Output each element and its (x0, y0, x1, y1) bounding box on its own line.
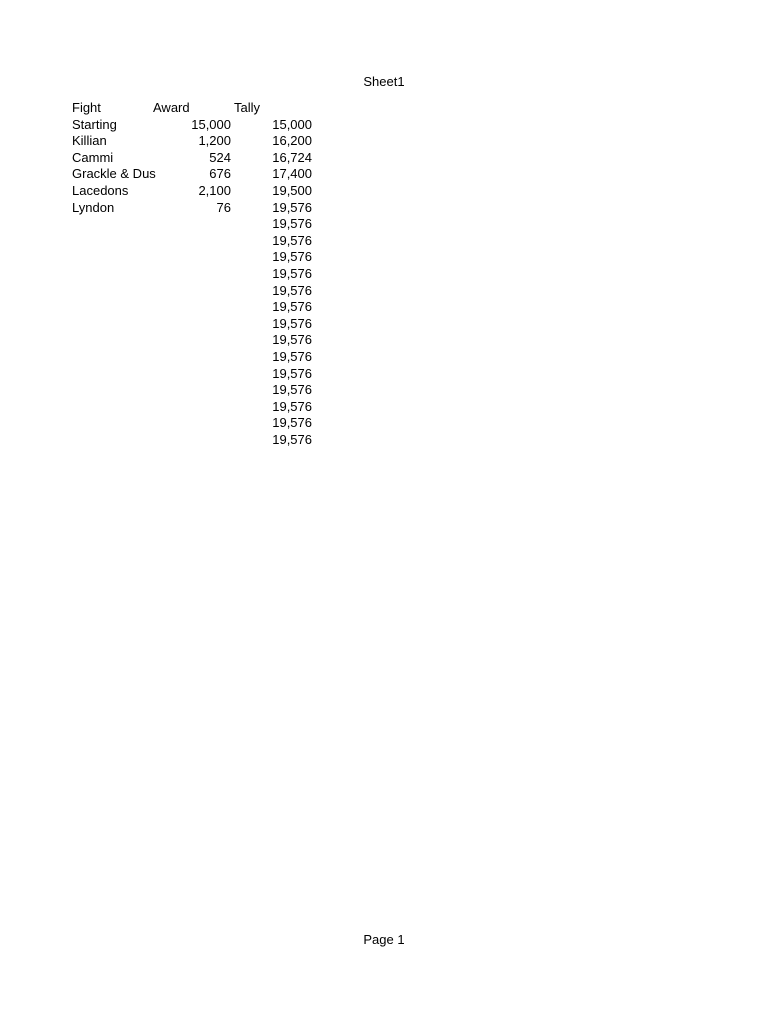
table-body (72, 117, 332, 449)
tally-cell: 19,576 (272, 299, 312, 315)
fight-cell: Grackle & Dus (72, 166, 156, 182)
table-row (72, 332, 332, 349)
page-header-sheet-name: Sheet1 (363, 74, 405, 89)
award-cell: 76 (216, 199, 231, 215)
award-cell: 676 (209, 166, 231, 182)
column-header-fight: Fight (72, 100, 101, 115)
tally-cell: 16,200 (272, 133, 312, 149)
column-header-tally: Tally (234, 100, 261, 115)
award-cell (152, 399, 231, 416)
table-row (72, 166, 332, 183)
fight-cell (72, 415, 152, 432)
fight-cell: Cammi (72, 149, 114, 165)
spreadsheet-table (72, 100, 332, 448)
award-cell (152, 349, 231, 366)
tally-cell: 19,500 (272, 182, 312, 198)
table-row (72, 117, 332, 134)
tally-cell: 19,576 (272, 249, 312, 265)
award-cell (152, 382, 231, 399)
table-row (72, 216, 332, 233)
award-cell (152, 266, 231, 283)
table-row (72, 299, 332, 316)
award-cell: 15,000 (191, 116, 231, 132)
table-row (72, 150, 332, 167)
tally-cell: 19,576 (272, 431, 312, 447)
tally-cell: 19,576 (272, 332, 312, 348)
tally-cell: 19,576 (272, 398, 312, 414)
fight-cell (72, 332, 152, 349)
fight-cell: Lyndon (72, 199, 115, 215)
fight-cell (72, 299, 152, 316)
fight-cell (72, 216, 152, 233)
table-row (72, 133, 332, 150)
award-cell (152, 415, 231, 432)
table-row (72, 283, 332, 300)
award-cell (152, 283, 231, 300)
fight-cell (72, 233, 152, 250)
table-row (72, 200, 332, 217)
tally-cell: 19,576 (272, 382, 312, 398)
fight-cell (72, 283, 152, 300)
fight-cell: Starting (72, 116, 117, 132)
award-cell (152, 316, 231, 333)
award-cell (152, 432, 231, 449)
table-row (72, 266, 332, 283)
fight-cell (72, 382, 152, 399)
tally-cell: 17,400 (272, 166, 312, 182)
tally-cell: 19,576 (272, 199, 312, 215)
tally-cell: 15,000 (272, 116, 312, 132)
fight-cell: Killian (72, 133, 107, 149)
table-row (72, 382, 332, 399)
fight-cell (72, 266, 152, 283)
table-row (72, 249, 332, 266)
tally-cell: 19,576 (272, 315, 312, 331)
award-cell: 1,200 (198, 133, 231, 149)
column-header-award: Award (153, 100, 190, 115)
table-row (72, 415, 332, 432)
tally-cell: 16,724 (272, 149, 312, 165)
award-cell (152, 249, 231, 266)
table-row (72, 316, 332, 333)
fight-cell (72, 399, 152, 416)
award-cell: 2,100 (198, 182, 231, 198)
tally-cell: 19,576 (272, 282, 312, 298)
fight-cell (72, 349, 152, 366)
table-row (72, 233, 332, 250)
tally-cell: 19,576 (272, 216, 312, 232)
table-row (72, 399, 332, 416)
award-cell (152, 299, 231, 316)
tally-cell: 19,576 (272, 348, 312, 364)
tally-cell: 19,576 (272, 232, 312, 248)
table-row (72, 183, 332, 200)
table-header-row (72, 100, 332, 117)
tally-cell: 19,576 (272, 365, 312, 381)
fight-cell (72, 249, 152, 266)
table-row (72, 366, 332, 383)
award-cell (152, 366, 231, 383)
fight-cell (72, 366, 152, 383)
award-cell (152, 233, 231, 250)
table-row (72, 432, 332, 449)
page-footer-page-number: Page 1 (363, 932, 405, 947)
fight-cell (72, 432, 152, 449)
award-cell (152, 332, 231, 349)
award-cell: 524 (209, 149, 231, 165)
fight-cell: Lacedons (72, 182, 129, 198)
table-row (72, 349, 332, 366)
award-cell (152, 216, 231, 233)
tally-cell: 19,576 (272, 415, 312, 431)
fight-cell (72, 316, 152, 333)
tally-cell: 19,576 (272, 265, 312, 281)
